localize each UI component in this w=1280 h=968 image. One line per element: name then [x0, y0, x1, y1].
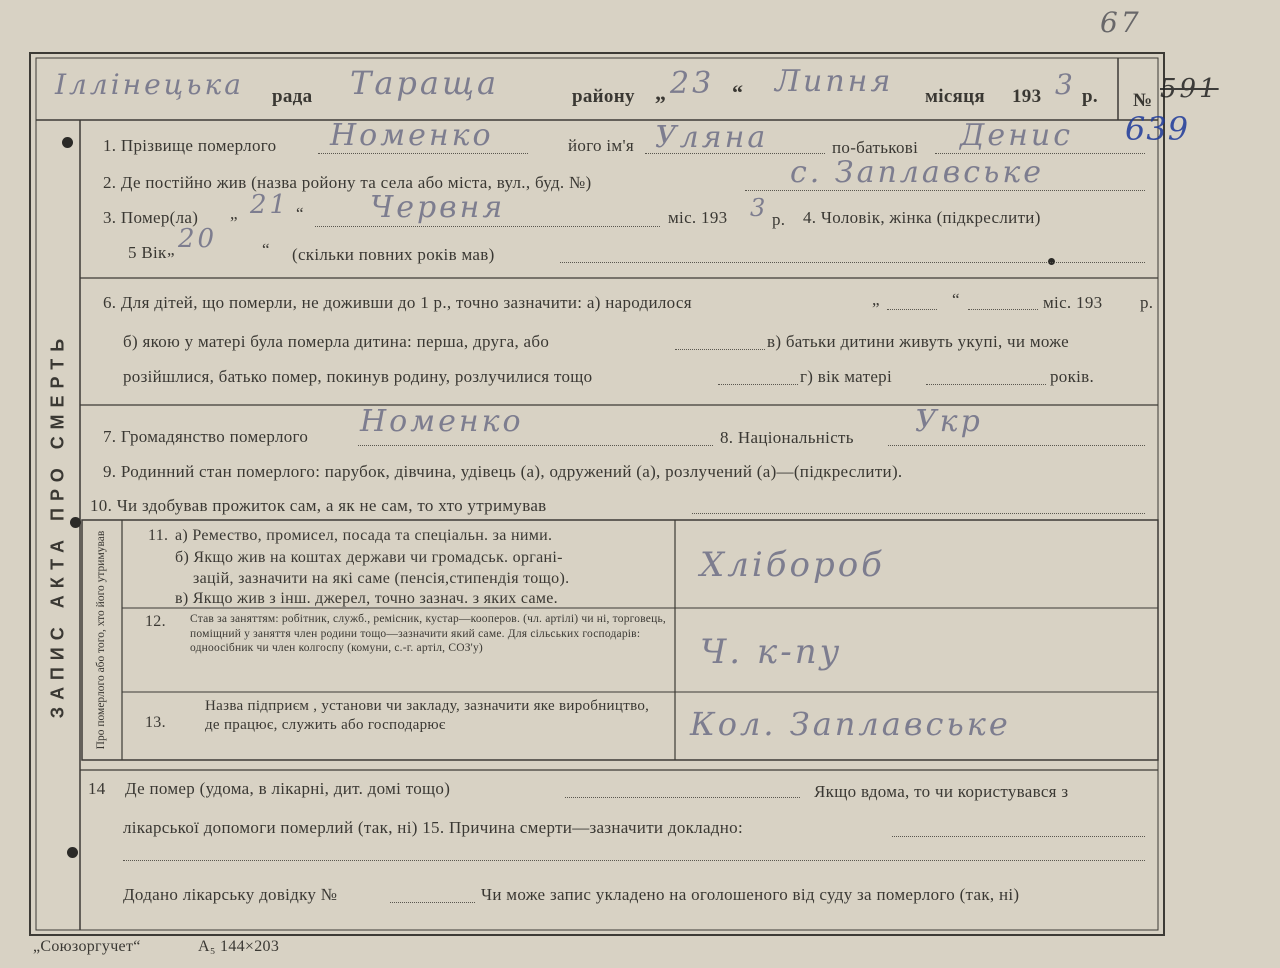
r2-label: 2. Де постійно жив (назва ройону та села або міста, вул., буд. №) [103, 173, 592, 192]
r1-name-label: його ім'я [568, 136, 634, 155]
form-format: А₅ 144×203 [198, 938, 280, 955]
hw-record-no-struck: 591 [1160, 74, 1219, 104]
year-suffix: р. [1082, 86, 1098, 107]
hw-district: Тараща [350, 64, 500, 102]
hw-occupation: Хлібороб [700, 545, 885, 585]
r3-month-label: міс. 193 [668, 208, 728, 227]
r6-quote-open: „ [872, 290, 880, 309]
r13-num: 13. [145, 714, 166, 731]
attached-label: Додано лікарську довідку № [123, 885, 338, 904]
hw-status: Ч. к-пу [700, 632, 843, 672]
r6-line2b: в) батьки дитини живуть укупі, чи може [767, 332, 1069, 351]
r2-line [745, 190, 1145, 191]
record-no-value: 639 [1125, 110, 1190, 148]
r6-day-line [887, 309, 937, 310]
hw-residence: с. Заплавське [790, 155, 1045, 190]
hw-age: 20 [178, 224, 218, 254]
council-word: рада [272, 86, 313, 107]
r5-quote-close: “ [262, 240, 270, 259]
r14-num: 14 [88, 779, 106, 798]
r6-mother-age-line [926, 384, 1046, 385]
record-no-label: № [1133, 90, 1153, 111]
side-title: ЗАПИС АКТА ПРО СМЕРТЬ [47, 331, 68, 719]
hw-citizenship: Номенко [360, 404, 524, 439]
corner-archive-number: 67 [1100, 6, 1142, 39]
hw-patronymic: Денис [960, 118, 1074, 153]
hw-workplace: Кол. Заплавське [690, 705, 1011, 743]
box-side-caption: Про померлого або того, хто його утримував [95, 530, 107, 750]
punch-hole-top [62, 137, 73, 148]
r11b: б) Якщо жив на коштах держави чи громадськ. органі- [175, 549, 563, 566]
r4-label: 4. Чоловік, жінка (підкреслити) [803, 208, 1041, 227]
r6-month-line [968, 309, 1038, 310]
r15-line-2 [123, 860, 1145, 861]
r6-line3b: г) вік матері [800, 367, 892, 386]
r12-num: 12. [145, 613, 166, 630]
hw-council: Іллінецька [55, 68, 244, 101]
day-quote-open: „ [655, 80, 667, 105]
r6-line1c: р. [1140, 293, 1154, 312]
r11-num: 11. [148, 527, 169, 544]
r1-patronymic-line [935, 153, 1145, 154]
hw-year: 3 [1055, 68, 1076, 101]
r1-label: 1. Прізвище померлого [103, 136, 277, 155]
r15-line: лікарської допомоги померлий (так, ні) 15. Причина смерти—зазначити докладно: [123, 818, 743, 837]
r6-line1a: 6. Для дітей, що померли, не доживши до 1 р., точно зазначити: а) народилося [103, 293, 692, 312]
r3-quote-open: „ [230, 204, 238, 223]
year-prefix: 193 [1012, 86, 1042, 107]
r11a: а) Ремество, промисел, посада та спеціальн. за ними. [175, 527, 553, 544]
district-word: району [572, 86, 635, 107]
r3-month-line [315, 226, 660, 227]
hw-surname: Номенко [330, 118, 494, 153]
r8-line [888, 445, 1145, 446]
r1-patronymic-label: по-батькові [832, 138, 919, 157]
r14-label: Де помер (удома, в лікарні, дит. домі тощо) [125, 779, 451, 798]
hw-nationality: Укр [915, 404, 983, 439]
r15-line-fill [892, 836, 1145, 837]
r5-tail: (скільки повних років мав) [292, 245, 495, 264]
r11b2: зацій, зазначити на які саме (пенсія,стипендія тощо). [193, 570, 570, 587]
hw-death-day: 21 [250, 190, 290, 220]
r3-quote-close: “ [296, 204, 304, 223]
r6-line3c: років. [1050, 367, 1095, 386]
r5-line [560, 262, 1145, 263]
r8-label: 8. Національність [720, 428, 854, 447]
hw-day: 23 [670, 66, 715, 101]
day-quote-close: “ [732, 80, 744, 105]
r6-quote-close: “ [952, 290, 960, 309]
r5-quote-open: „ [167, 240, 175, 259]
punch-hole-mid [70, 517, 81, 528]
hw-month: Липня [775, 64, 894, 99]
r7-line [358, 445, 713, 446]
r6-order-line [675, 349, 765, 350]
r5-label: 5 Вік [128, 243, 167, 262]
printer-name: „Союзоргучет“ [33, 938, 141, 955]
r10-line [692, 513, 1145, 514]
r12-text: Став за заняттям: робітник, служб., ремісник, кустар—кооперов. (чл. артілі) чи ні, торговець, поміщний у заняття член родини тощо—зазначити який саме. Для сільських господарів: одноосібник чи член колгоспу (комуни, с.-г. артіл, СОЗ'у) [190, 613, 666, 654]
r6-line1b: міс. 193 [1043, 293, 1103, 312]
r10-label: 10. Чи здобував прожиток сам, а як не сам, то хто утримував [90, 496, 547, 515]
r1-surname-line [318, 153, 528, 154]
r9-label: 9. Родинний стан померлого: парубок, дівчина, удівець (а), одружений (а), розлучений (а)—(підкреслити). [103, 462, 903, 481]
punch-hole-low [67, 847, 78, 858]
month-word: місяця [925, 86, 985, 107]
r14-tail: Якщо вдома, то чи користувався з [814, 782, 1069, 801]
r6-line3a: розійшлися, батько помер, покинув родину, розлучилися тощо [123, 367, 593, 386]
r6-parents-line [718, 384, 798, 385]
hw-death-year: 3 [750, 194, 769, 222]
r7-label: 7. Громадянство померлого [103, 427, 309, 446]
r3-r: р. [772, 210, 786, 229]
r6-line2a: б) якою у матері була померла дитина: перша, друга, або [123, 332, 550, 351]
hw-name: Уляна [655, 120, 769, 155]
court-label: Чи може запис укладено на оголошеного від суду за померлого (так, ні) [481, 885, 1020, 904]
hw-death-month: Червня [370, 190, 506, 225]
r3-label: 3. Помер(ла) [103, 208, 199, 227]
r13-text: Назва підприєм , установи чи закладу, зазначити яке виробництво, де працює, служить або господарює [205, 698, 650, 733]
r11c: в) Якщо жив з інш. джерел, точно зазнач. з яких саме. [175, 590, 558, 607]
attached-line [390, 902, 475, 903]
r14-line [565, 797, 800, 798]
